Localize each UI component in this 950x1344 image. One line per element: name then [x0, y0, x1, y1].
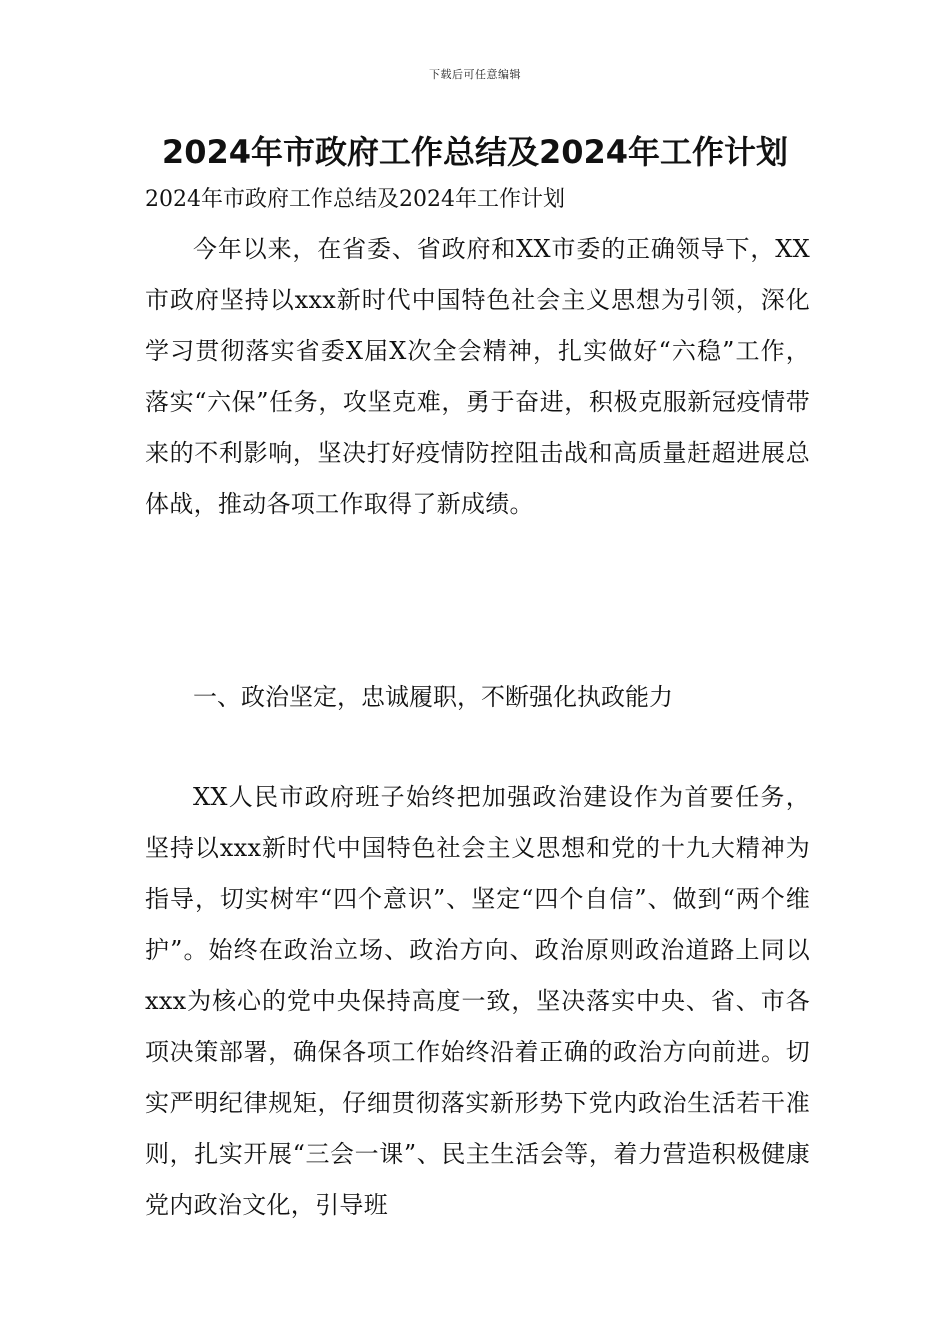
document-subtitle: 2024年市政府工作总结及2024年工作计划	[145, 187, 565, 212]
section-heading: 一、政治坚定，忠诚履职，不断强化执政能力	[193, 683, 673, 711]
header-note: 下载后可任意编辑	[429, 68, 521, 81]
document-title: 2024年市政府工作总结及2024年工作计划	[161, 133, 789, 171]
intro-paragraph: 今年以来，在省委、省政府和XX市委的正确领导下，XX市政府坚持以xxx新时代中国特色社会主义思想为引领，深化学习贯彻落实省委X届X次全会精神，扎实做好“六稳”工作，落实“六保”任务，攻坚克难，勇于奋进，积极克服新冠疫情带来的不利影响，坚决打好疫情防控阻击战和高质量赶超进展总体战，推动各项工作取得了新成绩。	[145, 235, 810, 518]
section-paragraph: XX人民市政府班子始终把加强政治建设作为首要任务，坚持以xxx新时代中国特色社会主义思想和党的十九大精神为指导，切实树牢“四个意识”、坚定“四个自信”、做到“两个维护”。始终在政治立场、政治方向、政治原则政治道路上同以xxx为核心的党中央保持高度一致，坚决落实中央、省、市各项决策部署，确保各项工作始终沿着正确的政治方向前进。切实严明纪律规矩，仔细贯彻落实新形势下党内政治生活若干准则，扎实开展“三会一课”、民主生活会等，着力营造积极健康党内政治文化，引导班	[145, 783, 810, 1219]
